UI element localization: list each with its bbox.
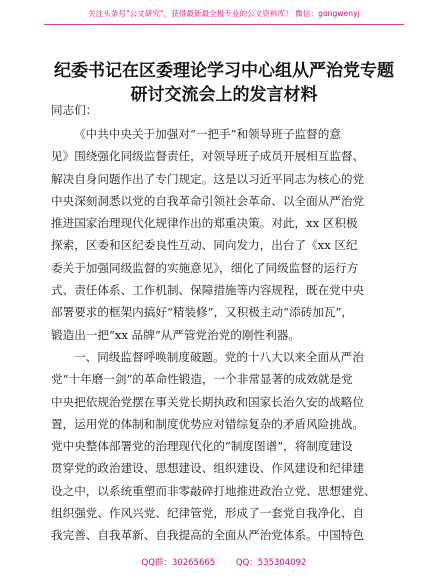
body-line: 中央把依规治党摆在事关党长期执政和国家长治久安的战略位 xyxy=(51,394,365,409)
body-line: 解决自身问题作出了专门规定。这是以习近平同志为核心的党 xyxy=(51,171,365,186)
body-line: 式、责任体系、工作机制、保障措施等内容规程，既在党中央 xyxy=(51,283,365,298)
body-line: 党“十年磨一剑”的革命性锻造，一个非常显著的成效就是党 xyxy=(51,372,353,387)
body-line: 中央深刻洞悉以党的自我革命引领社会革命、以全面从严治党 xyxy=(51,193,365,208)
qq-group-text: QQ群：30265665 xyxy=(141,558,216,568)
body-line: 贯穿党的政治建设、思想建设、组织建设、作风建设和纪律建 xyxy=(51,461,365,476)
body-line: 推进国家治理现代化规律作出的郑重决策。对此，xx 区积极 xyxy=(51,216,358,231)
document-title-line-1: 纪委书记在区委理论学习中心组从严治党专题 xyxy=(54,61,394,81)
body-line: 委关于加强同级监督的实施意见》，细化了同级监督的运行方 xyxy=(51,260,359,275)
body-line: 一、同级监督呼唤制度破题。党的十八大以来全面从严治 xyxy=(74,349,364,364)
body-line: 锻造出一把“xx 品牌”从严管党治党的刚性利器。 xyxy=(51,327,300,342)
body-line: 探索，区委和区纪委良性互动、同向发力，出台了《xx 区纪 xyxy=(51,238,358,253)
contact-footer xyxy=(0,556,448,568)
document-title-line-2: 研讨交流会上的发言材料 xyxy=(130,85,318,105)
header-divider xyxy=(44,24,404,25)
promo-banner: 关注头条号"公文研究"，获得最新最全极专业的公文资料库！ 微信：gongwenyj xyxy=(88,9,360,18)
document-body xyxy=(51,123,401,547)
body-line: 设之中，以系统重塑而非零敲碎打地推进政治立党、思想建党、 xyxy=(51,483,376,498)
body-line: 见》围绕强化同级监督责任，对领导班子成员开展相互监督、 xyxy=(51,149,365,164)
body-line: 我完善、自我革新、自我提高的全面从严治党体系。中国特色 xyxy=(51,528,365,543)
body-line: 置，运用党的体制和制度优势应对错综复杂的矛盾风险挑战。 xyxy=(51,416,365,431)
salutation: 同志们： xyxy=(51,103,98,117)
body-line: 组织强党、作风兴党、纪律管党，形成了一套党自我净化、自 xyxy=(51,506,365,521)
qq-text: QQ：535304092 xyxy=(235,558,307,568)
body-line: 《中共中央关于加强对“一把手”和领导班子监督的意 xyxy=(74,127,341,141)
body-line: 党中央整体部署党的治理现代化的“制度图谱”，将制度建设 xyxy=(51,439,353,454)
body-line: 部署要求的框架内搞好“精装修”，又积极主动“添砖加瓦”， xyxy=(51,305,353,320)
